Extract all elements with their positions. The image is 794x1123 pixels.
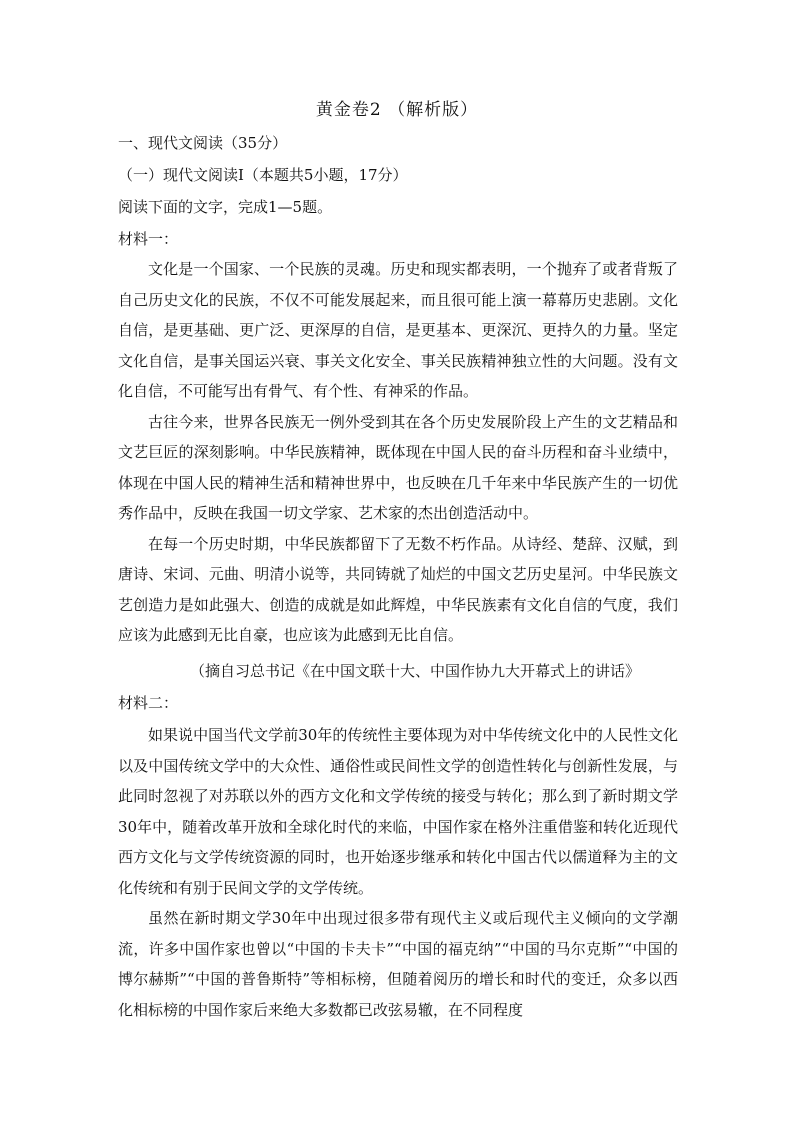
material-two-body <box>118 720 678 1025</box>
subsection-heading: （一）现代文阅读Ⅰ（本题共5小题，17分） <box>118 166 408 184</box>
material-two-paragraph: 如果说中国当代文学前30年的传统性主要体现为对中华传统文化中的人民性文化以及中国传统文学中的大众性、通俗性或民间性文学的创造性转化与创新性发展，与此同时忽视了对苏联以外的西方文化和文学传统的接受与转化；那么到了新时期文学30年中，随着改革开放和全球化时代的来临，中国作家在格外注重借鉴和转化近现代西方文化与文学传统资源的同时，也开始逐步继承和转化中国古代以儒道释为主的文化传统和有别于民间文学的文学传统。 <box>118 726 678 897</box>
section-heading: 一、现代文阅读（35分） <box>118 134 288 152</box>
material-one-paragraph: 古往今来，世界各民族无一例外受到其在各个历史发展阶段上产生的文艺精品和文艺巨匠的深刻影响。中华民族精神，既体现在中国人民的奋斗历程和奋斗业绩中，体现在中国人民的精神生活和精神世界中，也反映在几千年来中华民族产生的一切优秀作品中，反映在我国一切文学家、艺术家的杰出创造活动中。 <box>118 412 678 522</box>
material-one-citation: （摘自习总书记《在中国文联十大、中国作协九大开幕式上的讲话》 <box>190 662 641 680</box>
reading-instruction: 阅读下面的文字，完成1—5题。 <box>118 198 333 216</box>
material-one-paragraph: 在每一个历史时期，中华民族都留下了无数不朽作品。从诗经、楚辞、汉赋，到唐诗、宋词、元曲、明清小说等，共同铸就了灿烂的中国文艺历史星河。中华民族文艺创造力是如此强大、创造的成就是如此辉煌，中华民族素有文化自信的气度，我们应该为此感到无比自豪，也应该为此感到无比自信。 <box>118 534 678 644</box>
material-one-label: 材料一： <box>118 230 179 248</box>
material-one-paragraph: 文化是一个国家、一个民族的灵魂。历史和现实都表明，一个抛弃了或者背叛了自己历史文化的民族，不仅不可能发展起来，而且很可能上演一幕幕历史悲剧。文化自信，是更基础、更广泛、更深厚的自信，是更基本、更深沉、更持久的力量。坚定文化自信，是事关国运兴衰、事关文化安全、事关民族精神独立性的大问题。没有文化自信，不可能写出有骨气、有个性、有神采的作品。 <box>118 260 678 400</box>
material-two-paragraph: 虽然在新时期文学30年中出现过很多带有现代主义或后现代主义倾向的文学潮流，许多中国作家也曾以“中国的卡夫卡”“中国的福克纳”“中国的马尔克斯”“中国的博尔赫斯”“中国的普鲁斯特”等相标榜，但随着阅历的增长和时代的变迁，众多以西化相标榜的中国作家后来绝大多数都已改弦易辙，在不同程度 <box>118 909 678 1019</box>
material-one-body <box>118 254 678 651</box>
document-title: 黄金卷2 （解析版） <box>315 100 479 120</box>
material-two-label: 材料二： <box>118 694 179 712</box>
